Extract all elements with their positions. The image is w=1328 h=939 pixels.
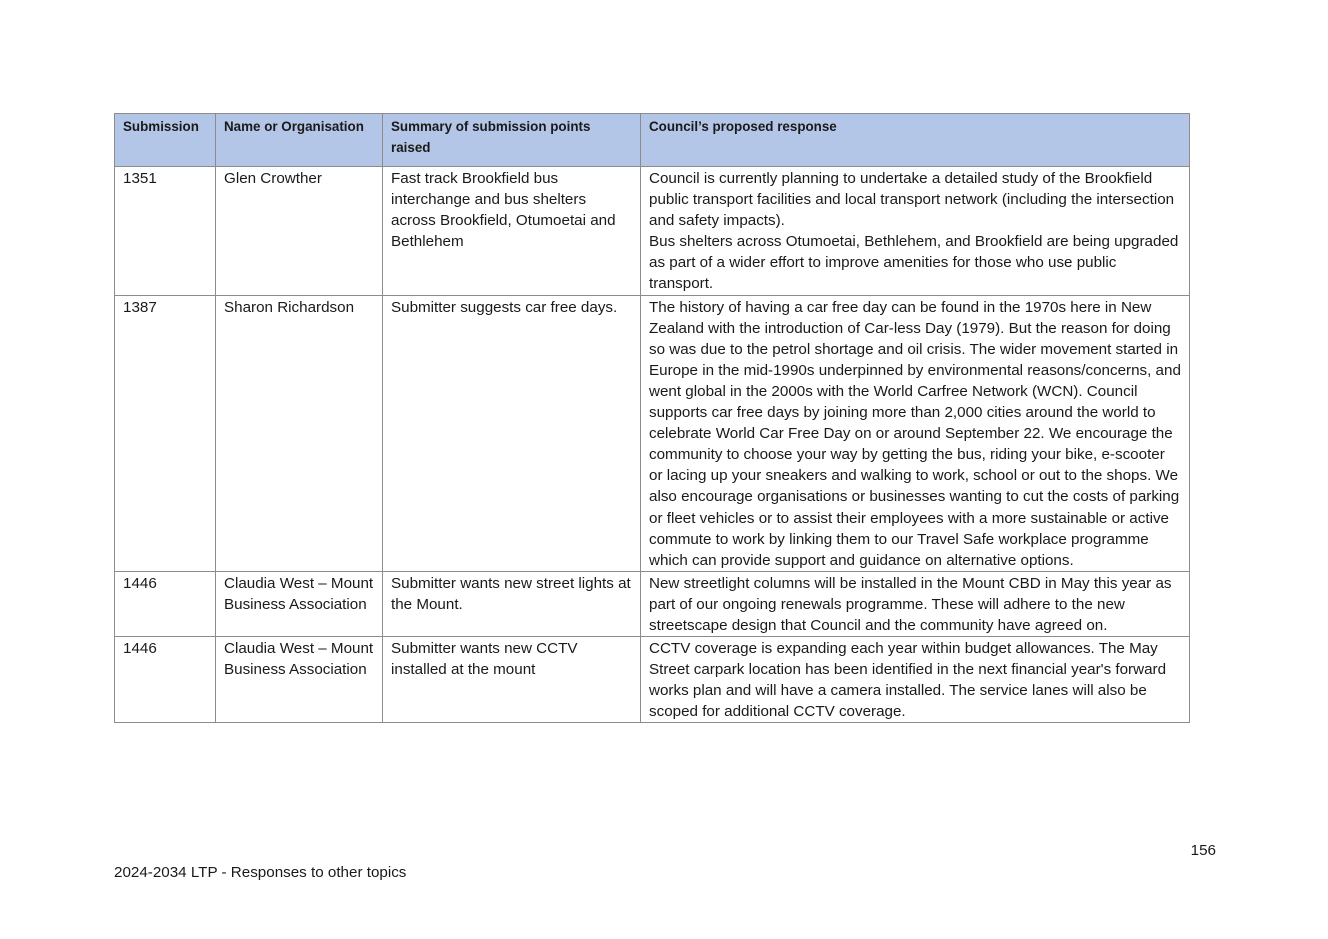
cell-summary: Submitter wants new CCTV installed at the mount [383,637,641,723]
cell-summary: Submitter wants new street lights at the Mount. [383,571,641,636]
table-row [115,167,1190,296]
header-summary: Summary of submission points raised [383,114,641,167]
cell-response [641,167,1190,296]
cell-name: Sharon Richardson [216,295,383,571]
response-paragraph: Council is currently planning to undertake a detailed study of the Brookfield public transport facilities and local transport network (including the intersection and safety impacts). [649,170,1175,230]
table-header [115,114,1190,167]
table-row [115,571,1190,636]
cell-submission: 1351 [115,167,216,296]
submissions-table [114,113,1190,723]
cell-submission: 1446 [115,637,216,723]
table-body [115,167,1190,723]
header-submission: Submission [115,114,216,167]
table-row [115,295,1190,571]
footer-document-title: 2024-2034 LTP - Responses to other topics [114,864,407,881]
table-row [115,637,1190,723]
cell-summary: Submitter suggests car free days. [383,295,641,571]
cell-response: CCTV coverage is expanding each year within budget allowances. The May Street carpark location has been identified in the next financial year's forward works plan and will have a camera installed. The service lanes will also be scoped for additional CCTV coverage. [641,637,1190,723]
cell-summary: Fast track Brookfield bus interchange and bus shelters across Brookfield, Otumoetai and Bethlehem [383,167,641,296]
cell-name: Claudia West – Mount Business Association [216,571,383,636]
cell-submission: 1387 [115,295,216,571]
cell-response: The history of having a car free day can be found in the 1970s here in New Zealand with the introduction of Car-less Day (1979). But the reason for doing so was due to the petrol shortage and oil crisis. The wider movement started in Europe in the mid-1990s underpinned by environmental reasons/concerns, and went global in the 2000s with the World Carfree Network (WCN). Council supports car free days by joining more than 2,000 cities around the world to celebrate World Car Free Day on or around September 22. We encourage the community to choose your way by getting the bus, riding your bike, e-scooter or lacing up your sneakers and walking to work, school or out to the shops. We also encourage organisations or businesses wanting to cut the costs of parking or fleet vehicles or to assist their employees with a more sustainable or active commute to work by linking them to our Travel Safe workplace programme which can provide support and guidance on alternative options. [641,295,1190,571]
page-number: 156 [1190,842,1216,859]
header-response: Council’s proposed response [641,114,1190,167]
response-paragraph: Bus shelters across Otumoetai, Bethlehem, and Brookfield are being upgraded as part of a wider effort to improve amenities for those who use public transport. [649,233,1179,293]
header-row [115,114,1190,167]
cell-submission: 1446 [115,571,216,636]
cell-name: Glen Crowther [216,167,383,296]
cell-response: New streetlight columns will be installed in the Mount CBD in May this year as part of our ongoing renewals programme. These will adhere to the new streetscape design that Council and the community have agreed on. [641,571,1190,636]
cell-name: Claudia West – Mount Business Association [216,637,383,723]
header-name: Name or Organisation [216,114,383,167]
